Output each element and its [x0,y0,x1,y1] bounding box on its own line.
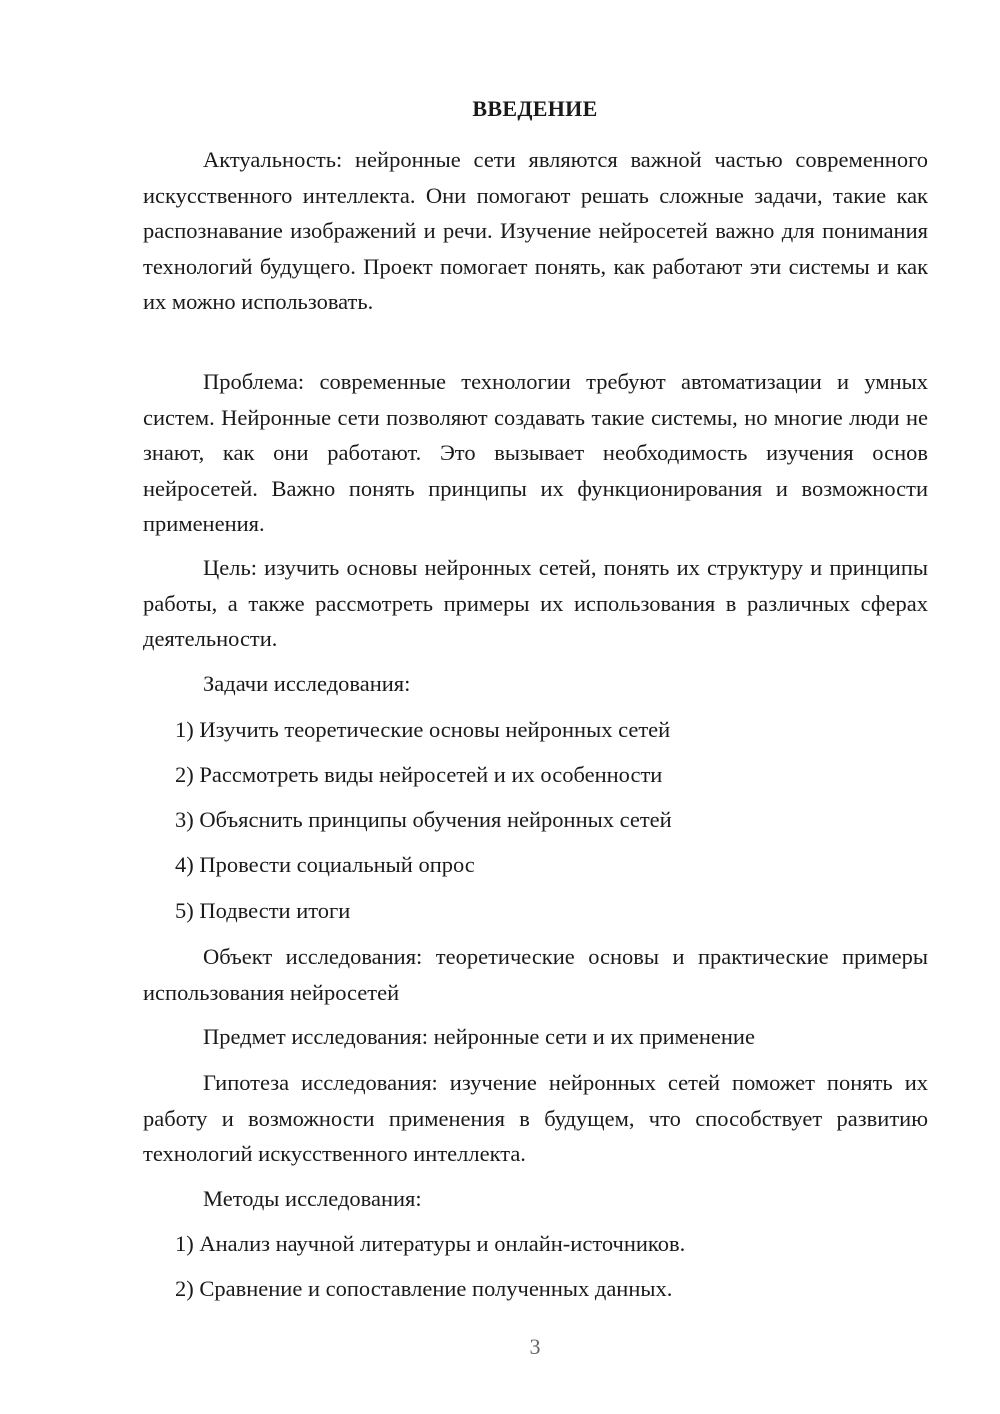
paragraph-subject: Предмет исследования: нейронные сети и их применение [203,1024,755,1049]
method-item: 2) Сравнение и сопоставление полученных данных. [175,1276,673,1301]
paragraph-problem: Проблема: современные технологии требуют автоматизации и умных систем. Нейронные сети позволяют создавать такие системы, но многие люди не знают, как они работают. Это вызывает необходимость изучения основ нейросетей. Важно понять принципы их функционирования и возможности применения. [143,369,928,536]
section-heading: ВВЕДЕНИЕ [472,96,598,121]
task-item: 3) Объяснить принципы обучения нейронных сетей [175,807,672,832]
task-item: 4) Провести социальный опрос [175,852,475,877]
page-number: 3 [529,1334,541,1359]
task-item: 1) Изучить теоретические основы нейронных сетей [175,717,671,742]
paragraph-object: Объект исследования: теоретические основы и практические примеры использования нейросетей [143,944,928,1005]
paragraph-tasks-heading: Задачи исследования: [203,671,411,696]
task-item: 2) Рассмотреть виды нейросетей и их особенности [175,762,663,787]
paragraph-goal: Цель: изучить основы нейронных сетей, понять их структуру и принципы работы, а также рассмотреть примеры их использования в различных сферах деятельности. [143,555,928,651]
paragraph-methods-heading: Методы исследования: [203,1186,422,1211]
paragraph-hypothesis: Гипотеза исследования: изучение нейронных сетей поможет понять их работу и возможности применения в будущем, что способствует развитию технологий искусственного интеллекта. [143,1070,928,1166]
task-item: 5) Подвести итоги [175,898,351,923]
paragraph-relevance: Актуальность: нейронные сети являются важной частью современного искусственного интеллекта. Они помогают решать сложные задачи, такие как распознавание изображений и речи. Изучение нейросетей важно для понимания технологий будущего. Проект помогает понять, как работают эти системы и как их можно использовать. [143,147,928,314]
method-item: 1) Анализ научной литературы и онлайн-источников. [175,1231,686,1256]
